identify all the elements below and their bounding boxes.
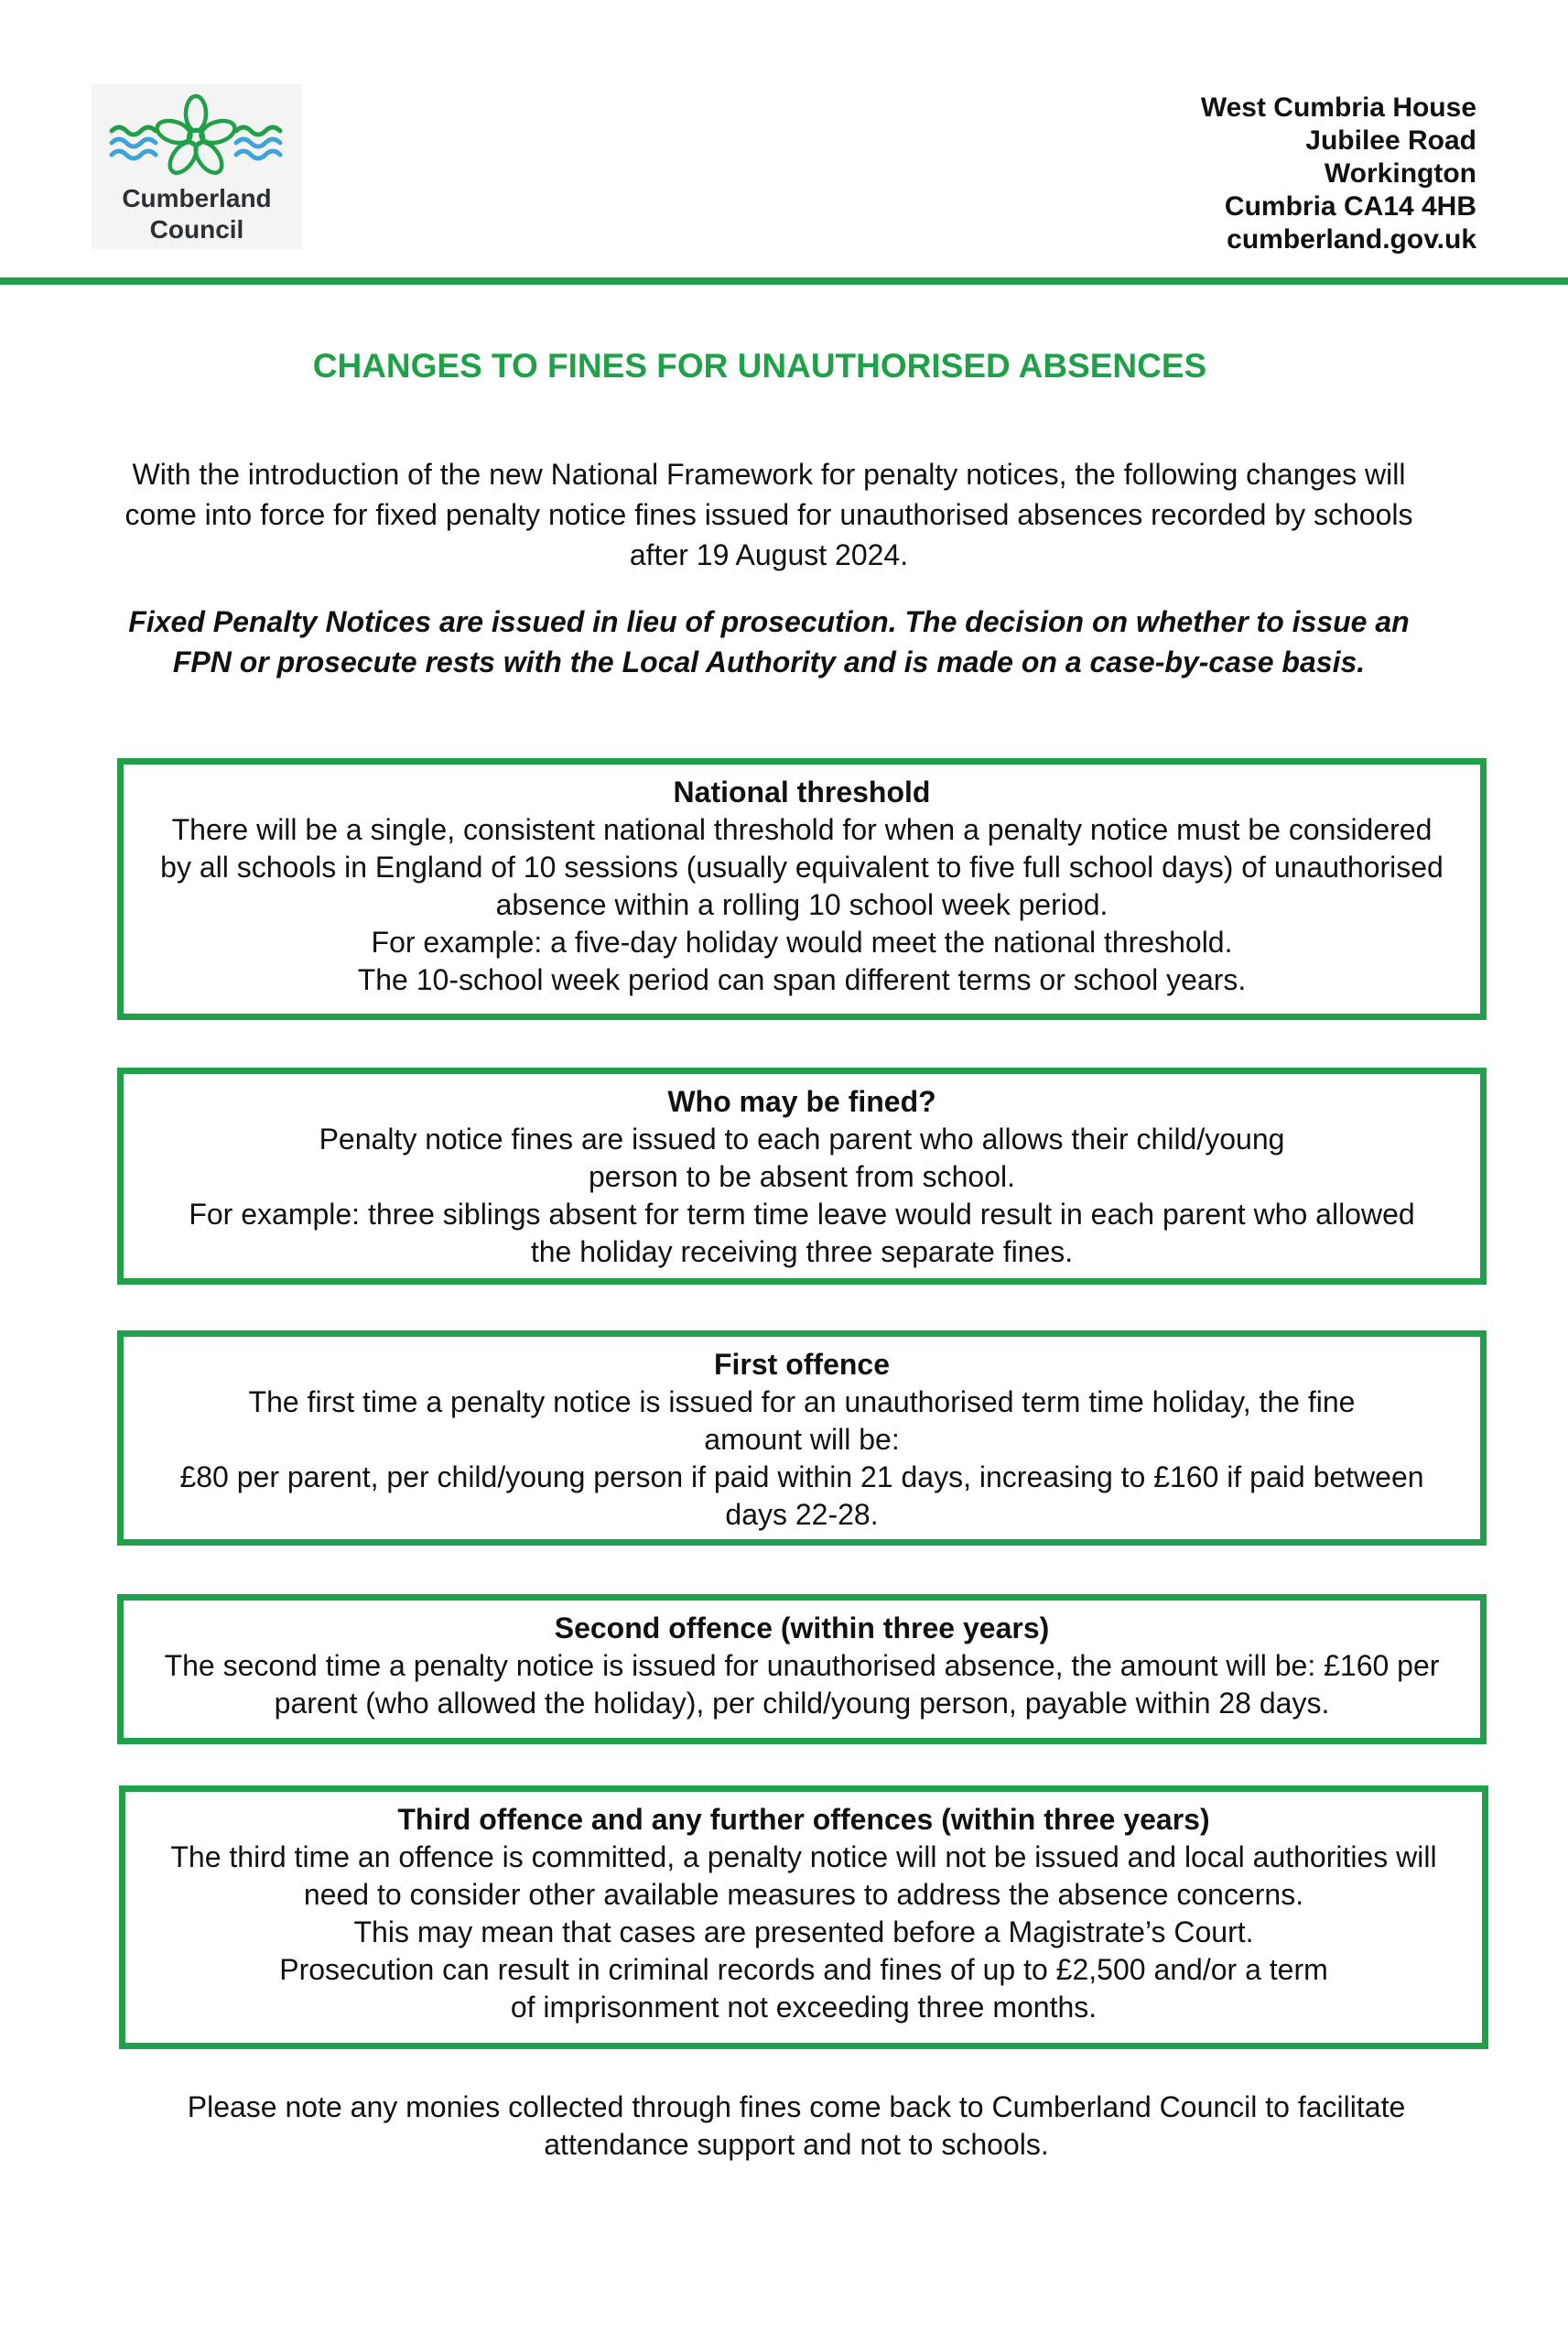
who-may-be-fined-box xyxy=(117,1068,1487,1285)
intro-paragraph: With the introduction of the new National Framework for penalty notices, the following changes will come into force for fixed penalty notice fines issued for unauthorised absences recorded by schools after 19 August 2024. xyxy=(124,458,1413,571)
council-logo xyxy=(92,84,302,249)
emphasis-paragraph: Fixed Penalty Notices are issued in lieu of prosecution. The decision on whether to issue an FPN or prosecute rests with the Local Authority and is made on a case-by-case basis. xyxy=(128,605,1410,678)
box-heading: National threshold xyxy=(673,776,931,808)
closing-note: Please note any monies collected through fines come back to Cumberland Council to facilitate attendance support and not to schools. xyxy=(187,2090,1406,2161)
box-heading: Second offence (within three years) xyxy=(554,1612,1050,1644)
box-text: Prosecution can result in criminal records and fines of up to £2,500 and/or a term of imprisonment not exceeding three months. xyxy=(279,1953,1328,2024)
page-title: CHANGES TO FINES FOR UNAUTHORISED ABSENCES xyxy=(312,347,1207,385)
box-heading: Who may be fined? xyxy=(667,1085,936,1118)
box-text: The third time an offence is committed, a penalty notice will not be issued and local authorities will need to consider other available measures to address the absence concerns. xyxy=(170,1840,1437,1911)
box-text: For example: three siblings absent for term time leave would result in each parent who allowed the holiday receiving three separate fines. xyxy=(189,1198,1415,1268)
box-text: This may mean that cases are presented before a Magistrate’s Court. xyxy=(353,1915,1254,1948)
address-line: Cumbria CA14 4HB xyxy=(1224,191,1476,222)
national-threshold-box xyxy=(117,758,1487,1020)
address-line: Jubilee Road xyxy=(1305,125,1476,156)
header-divider xyxy=(0,277,1568,285)
box-text: For example: a five-day holiday would meet the national threshold. xyxy=(371,926,1233,959)
website-link[interactable]: cumberland.gov.uk xyxy=(1227,224,1476,255)
box-text: Penalty notice fines are issued to each parent who allows their child/young person to be absent from school. xyxy=(319,1123,1285,1193)
box-heading: Third offence and any further offences (within three years) xyxy=(397,1803,1210,1836)
box-text: There will be a single, consistent national threshold for when a penalty notice must be considered by all schools in England of 10 sessions (usually equivalent to five full school days) of unauthorised absence within a rolling 10 school week period. xyxy=(160,813,1444,921)
box-text: The first time a penalty notice is issued for an unauthorised term time holiday, the fine amount will be: xyxy=(248,1385,1356,1456)
council-address xyxy=(1201,92,1476,256)
logo-wordmark xyxy=(92,183,302,245)
box-text: The second time a penalty notice is issued for unauthorised absence, the amount will be: £160 per parent (who allowed the holiday), per child/young person, payable within 28 days. xyxy=(164,1649,1440,1720)
logo-line-2: Council xyxy=(149,215,244,244)
second-offence-box xyxy=(117,1594,1487,1744)
address-line: West Cumbria House xyxy=(1200,92,1476,123)
logo-line-1: Cumberland xyxy=(122,184,272,212)
first-offence-box xyxy=(117,1330,1487,1546)
box-text: The 10-school week period can span different terms or school years. xyxy=(357,963,1247,996)
address-line: Workington xyxy=(1324,158,1476,189)
box-text: £80 per parent, per child/young person if paid within 21 days, increasing to £160 if paid between days 22-28. xyxy=(179,1460,1424,1531)
box-heading: First offence xyxy=(713,1348,891,1381)
third-offence-box xyxy=(119,1785,1488,2049)
flower-waves-logo-icon xyxy=(99,90,295,181)
